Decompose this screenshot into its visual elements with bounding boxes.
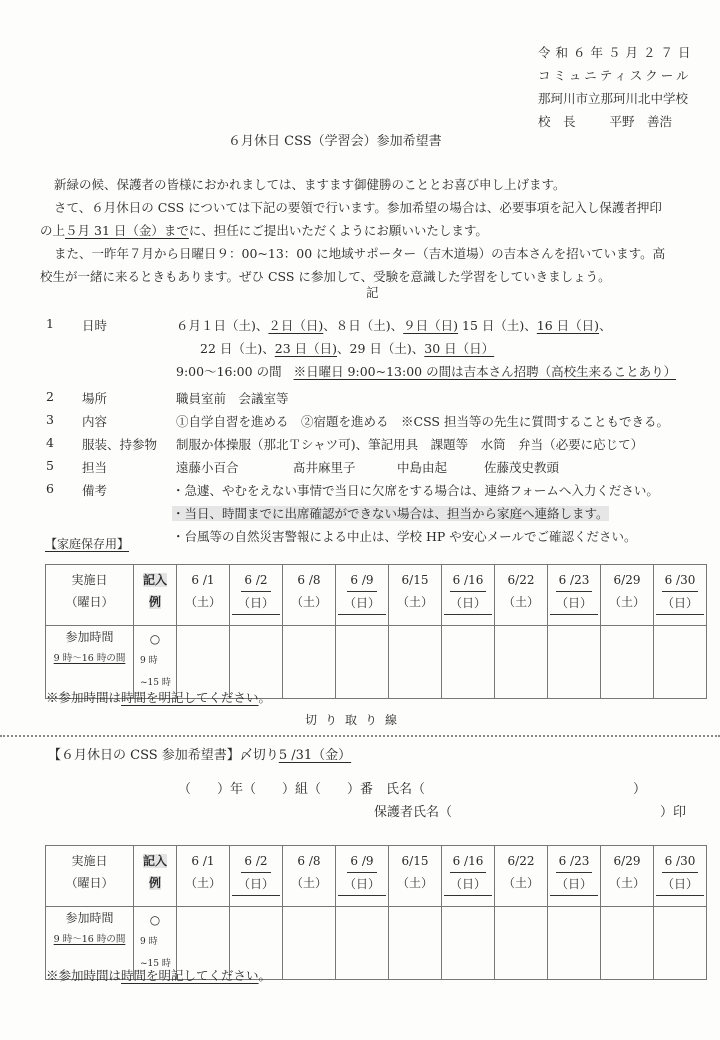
instruction-paragraph-line1: さて、６月休日の CSS については下記の要領で行います。参加希望の場合は、必要事項を記入し保護者押印 bbox=[54, 200, 662, 215]
text: に、担任にご提出いただくようにお願いいたします。 bbox=[188, 223, 488, 238]
header-label-line: 実施日 bbox=[71, 854, 108, 868]
sunday-date: 30 日（日） bbox=[424, 341, 495, 356]
example-label: 例 bbox=[148, 595, 161, 609]
day-label: （土） bbox=[184, 876, 221, 890]
example-to: ~15 時 bbox=[140, 678, 171, 688]
participation-input-cell[interactable] bbox=[283, 626, 336, 699]
guardian-info-line[interactable]: 保護者氏名（ ）印 bbox=[374, 805, 687, 820]
date-column-header bbox=[654, 846, 707, 907]
sunday-date: ９日（日) bbox=[403, 318, 459, 333]
home-copy-label: 【家庭保存用】 bbox=[45, 537, 130, 551]
date-label: 6 /8 bbox=[297, 573, 321, 587]
principal bbox=[538, 112, 672, 130]
example-label: 記入 bbox=[142, 573, 167, 587]
date-column-header bbox=[230, 846, 283, 907]
date-column-header bbox=[442, 565, 495, 626]
date-text: 22 日（土)、 bbox=[200, 341, 275, 356]
text: ※参加時間は bbox=[46, 968, 122, 983]
item-label-datetime: 日時 bbox=[82, 318, 108, 333]
item-number: 6 bbox=[46, 481, 54, 496]
staff-member: 中島由起 bbox=[397, 460, 448, 475]
example-from: 9 時 bbox=[140, 937, 158, 947]
sunday-date: 23 日（日) bbox=[274, 341, 338, 356]
cut-line bbox=[0, 735, 720, 737]
item-value-belongings: 制服か体操服（那北Ｔシャツ可)、筆記用具 課題等 水筒 弁当（必要に応じて） bbox=[176, 437, 644, 452]
form-title-text: 【６月休日の CSS 参加希望書】 bbox=[48, 748, 240, 763]
date-column-header bbox=[177, 846, 230, 907]
student-info-line[interactable]: （ ）年（ ）組（ ）番 氏名（ ） bbox=[178, 782, 647, 797]
cut-line-label: 切り取り線 bbox=[305, 713, 406, 727]
example-to: ~15 時 bbox=[140, 959, 171, 969]
remark-line: ・台風等の自然災害警報による中止は、学校 HP や安心メールでご確認ください。 bbox=[172, 529, 637, 544]
example-mark: ○ bbox=[149, 913, 161, 927]
participation-input-cell[interactable] bbox=[654, 907, 707, 980]
date-label: 6 /16 bbox=[450, 569, 487, 592]
day-label: （日） bbox=[550, 873, 598, 896]
day-label: （日） bbox=[550, 592, 598, 615]
date-label: 6 /30 bbox=[662, 850, 699, 873]
date-label: 6 /16 bbox=[450, 850, 487, 873]
date-label: 6/15 bbox=[401, 854, 429, 868]
date-label: 6 /1 bbox=[191, 854, 215, 868]
item-number: 2 bbox=[46, 389, 54, 404]
form-deadline: 5 /31（金） bbox=[278, 748, 352, 763]
row-sub-label: 9 時～16 時の間 bbox=[53, 934, 126, 945]
day-label: （日） bbox=[656, 873, 704, 896]
principal-title: 校 長 bbox=[538, 114, 576, 129]
participation-input-cell[interactable] bbox=[654, 626, 707, 699]
example-header bbox=[134, 846, 177, 907]
issue-date: 令和６年５月２７日 bbox=[538, 45, 696, 60]
day-label: （土） bbox=[608, 595, 645, 609]
participation-input-cell[interactable] bbox=[336, 907, 389, 980]
day-label: （土） bbox=[184, 595, 221, 609]
date-column-header bbox=[601, 846, 654, 907]
item-label-remarks: 備考 bbox=[82, 483, 108, 498]
date-column-header bbox=[548, 846, 601, 907]
supporter-paragraph-line1: また、一昨年７月から日曜日９：00~13：00 に地域サポーター（吉木道場）の吉本さんを招いています。高 bbox=[54, 246, 666, 261]
participation-input-cell[interactable] bbox=[336, 626, 389, 699]
date-column-header bbox=[389, 846, 442, 907]
example-from: 9 時 bbox=[140, 656, 158, 666]
date-column-header bbox=[495, 846, 548, 907]
day-label: （日） bbox=[656, 592, 704, 615]
text: 。 bbox=[258, 968, 272, 983]
table-header-row bbox=[46, 565, 707, 626]
participation-input-cell[interactable] bbox=[601, 626, 654, 699]
date-column-header bbox=[283, 846, 336, 907]
row-label: 参加時間 bbox=[65, 911, 114, 925]
date-text: 15 日（土)、 bbox=[458, 318, 537, 333]
time-note-emphasis: 時間を明記してください bbox=[121, 690, 259, 705]
day-label: （日） bbox=[338, 873, 386, 896]
header-label-line: （曜日） bbox=[65, 595, 114, 609]
example-mark: ○ bbox=[149, 632, 161, 646]
instruction-paragraph-line2 bbox=[40, 221, 488, 239]
date-text: 、８日（土)、 bbox=[323, 318, 404, 333]
school-name: 那珂川市立那珂川北中学校 bbox=[538, 91, 689, 106]
day-label: （日） bbox=[232, 592, 280, 615]
item-number: 1 bbox=[46, 316, 54, 331]
date-label: 6/15 bbox=[401, 573, 429, 587]
participation-input-cell[interactable] bbox=[548, 626, 601, 699]
staff-member: 遠藤小百合 bbox=[176, 460, 239, 475]
date-label: 6 /1 bbox=[191, 573, 215, 587]
date-header-label bbox=[46, 846, 134, 907]
supporter-paragraph-line2: 校生が一緒に来るときもあります。ぜひ CSS に参加して、受験を意識した学習をしていきましょう。 bbox=[40, 269, 611, 284]
remark-line bbox=[172, 504, 609, 522]
participation-input-cell[interactable] bbox=[283, 907, 336, 980]
text: の上 bbox=[40, 223, 66, 238]
row-label: 参加時間 bbox=[65, 630, 114, 644]
date-label: 6/29 bbox=[613, 573, 641, 587]
row-sub-label: 9 時～16 時の間 bbox=[53, 653, 126, 664]
time-note bbox=[46, 688, 271, 706]
participation-input-cell[interactable] bbox=[389, 626, 442, 699]
date-label: 6 /30 bbox=[662, 569, 699, 592]
form-title bbox=[48, 744, 359, 763]
schedule-line2 bbox=[200, 339, 494, 357]
example-header bbox=[134, 565, 177, 626]
participation-input-cell[interactable] bbox=[601, 907, 654, 980]
sunday-date: 16 日（日) bbox=[536, 318, 600, 333]
schedule-time bbox=[176, 362, 676, 380]
greeting-paragraph: 新緑の候、保護者の皆様におかれましては、ますます御健勝のこととお喜び申し上げます。 bbox=[54, 177, 566, 192]
date-label: 6 /9 bbox=[347, 850, 376, 873]
remark-highlight: ・当日、時間までに出席確認ができない場合は、担当から家庭へ連絡します。 bbox=[172, 506, 609, 521]
item-value-content: ①自学自習を進める ②宿題を進める ※CSS 担当等の先生に質問することもできる。 bbox=[176, 414, 669, 429]
date-column-header bbox=[283, 565, 336, 626]
date-column-header bbox=[654, 565, 707, 626]
date-header-label bbox=[46, 565, 134, 626]
date-text: ６月１日（土)、 bbox=[176, 318, 269, 333]
date-label: 6/22 bbox=[507, 854, 535, 868]
date-column-header bbox=[548, 565, 601, 626]
date-column-header bbox=[336, 846, 389, 907]
day-label: （土） bbox=[502, 876, 539, 890]
item-number: 4 bbox=[46, 435, 54, 450]
day-label: （土） bbox=[290, 876, 327, 890]
staff-member: 髙井麻里子 bbox=[293, 460, 356, 475]
example-label: 例 bbox=[148, 876, 161, 890]
date-column-header bbox=[177, 565, 230, 626]
date-column-header bbox=[495, 565, 548, 626]
date-label: 6 /2 bbox=[241, 569, 270, 592]
header-label-line: 実施日 bbox=[71, 573, 108, 587]
organization: コミュニティスクール bbox=[538, 68, 692, 83]
item-value-place: 職員室前 会議室等 bbox=[176, 391, 289, 406]
item-label-content: 内容 bbox=[82, 414, 108, 429]
header-label-line: （曜日） bbox=[65, 876, 114, 890]
item-number: 5 bbox=[46, 458, 54, 473]
schedule-table-submit bbox=[45, 845, 707, 980]
date-column-header bbox=[442, 846, 495, 907]
sunday-note: ※日曜日 9:00~13:00 の間は吉本さん招聘（高校生来ることあり） bbox=[293, 364, 677, 379]
date-label: 6 /8 bbox=[297, 854, 321, 868]
sunday-date: ２日（日) bbox=[268, 318, 324, 333]
page-title: ６月休日 CSS（学習会）参加希望書 bbox=[228, 134, 442, 149]
date-column-header bbox=[601, 565, 654, 626]
principal-name: 平野 善浩 bbox=[609, 114, 673, 129]
table-header-row bbox=[46, 846, 707, 907]
day-label: （土） bbox=[608, 876, 645, 890]
date-label: 6 /23 bbox=[556, 850, 593, 873]
time-note-emphasis: 時間を明記してください bbox=[121, 968, 259, 983]
remark-line: ・急遽、やむをえない事情で当日に欠席をする場合は、連絡フォームへ入力ください。 bbox=[172, 483, 659, 498]
participation-input-cell[interactable] bbox=[442, 626, 495, 699]
participation-input-cell[interactable] bbox=[389, 907, 442, 980]
schedule-table-home bbox=[45, 564, 707, 699]
day-label: （日） bbox=[338, 592, 386, 615]
time-note bbox=[46, 966, 271, 984]
date-text: 、29 日（土)、 bbox=[337, 341, 425, 356]
date-column-header bbox=[336, 565, 389, 626]
day-label: （土） bbox=[502, 595, 539, 609]
day-label: （日） bbox=[232, 873, 280, 896]
date-column-header bbox=[389, 565, 442, 626]
date-label: 6 /23 bbox=[556, 569, 593, 592]
day-label: （土） bbox=[396, 595, 433, 609]
date-column-header bbox=[230, 565, 283, 626]
ki-heading: 記 bbox=[366, 285, 379, 300]
day-label: （日） bbox=[444, 873, 492, 896]
staff-member: 佐藤茂史教頭 bbox=[484, 460, 560, 475]
deadline-label: 〆切り bbox=[239, 748, 279, 763]
date-label: 6 /9 bbox=[347, 569, 376, 592]
time-range: 9:00～16:00 の間 bbox=[176, 364, 282, 379]
participation-input-cell[interactable] bbox=[442, 907, 495, 980]
item-number: 3 bbox=[46, 412, 54, 427]
participation-input-cell[interactable] bbox=[495, 626, 548, 699]
date-label: 6/22 bbox=[507, 573, 535, 587]
day-label: （日） bbox=[444, 592, 492, 615]
item-label-place: 場所 bbox=[82, 391, 108, 406]
date-label: 6 /2 bbox=[241, 850, 270, 873]
text: ※参加時間は bbox=[46, 690, 122, 705]
item-label-belongings: 服装、持参物 bbox=[82, 437, 158, 452]
participation-input-cell[interactable] bbox=[548, 907, 601, 980]
item-label-staff: 担当 bbox=[82, 460, 108, 475]
day-label: （土） bbox=[396, 876, 433, 890]
text: 。 bbox=[258, 690, 272, 705]
date-text: 、 bbox=[599, 318, 612, 333]
day-label: （土） bbox=[290, 595, 327, 609]
deadline-text: ５月 31 日（金）まで bbox=[65, 223, 189, 238]
example-label: 記入 bbox=[142, 854, 167, 868]
schedule-line1 bbox=[176, 316, 612, 334]
participation-input-cell[interactable] bbox=[495, 907, 548, 980]
date-label: 6/29 bbox=[613, 854, 641, 868]
